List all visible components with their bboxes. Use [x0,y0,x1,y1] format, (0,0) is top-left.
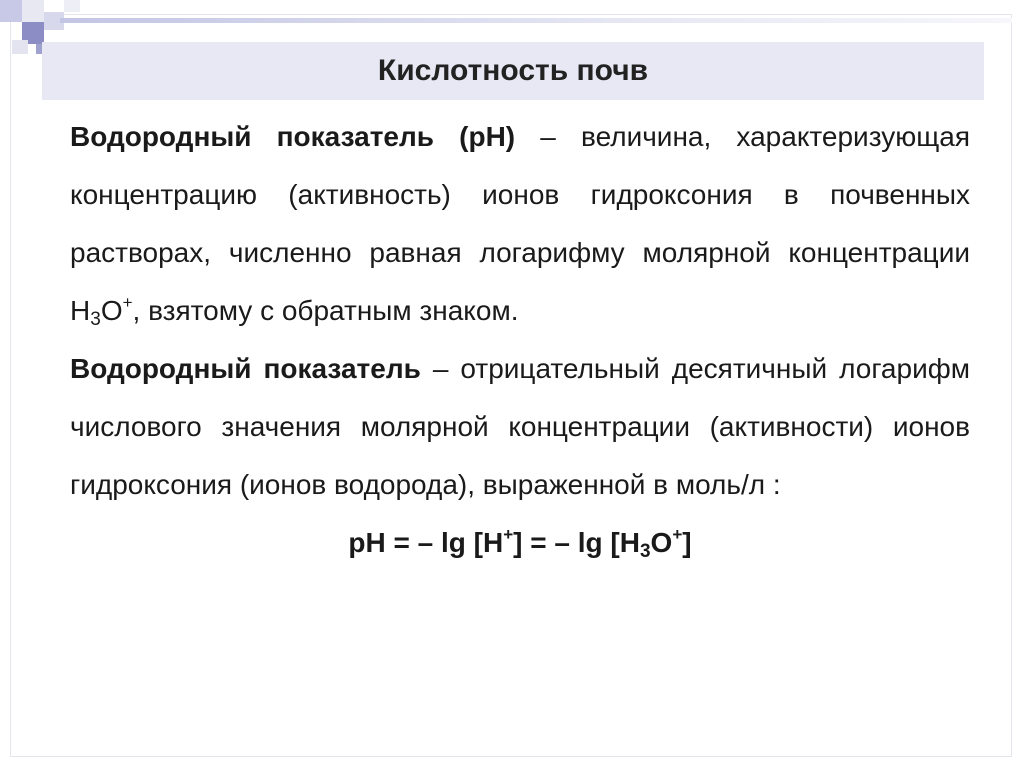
formula-part: ] = – lg [H [513,527,640,558]
paragraph-ph-definition [70,108,970,340]
term-ph: Водородный показатель (рН) [70,121,516,152]
formula-part: ] [682,527,692,558]
definition-text: О [100,295,123,326]
superscript: + [672,525,683,544]
superscript: + [122,293,133,312]
term-ph-2: Водородный показатель [70,353,421,384]
definition-text: , взятому с обратным знаком. [132,295,519,326]
slide-title: Кислотность почв [377,54,649,87]
paragraph-ph-log-definition [70,340,970,514]
subscript: 3 [90,309,101,330]
decor-square [0,0,22,22]
definition-text: – величина, характеризующая концентрацию (активность) ионов гидроксония в почвенных растворах, численно равная логарифму молярной концентрации Н [70,121,970,326]
slide-content [70,108,970,572]
subscript: 3 [639,541,651,562]
decor-square [22,0,44,22]
title-bar [42,42,984,100]
decor-square [64,0,80,12]
formula-part: O [650,527,673,558]
decor-square [12,40,28,54]
decor-top-line [60,18,1012,23]
ph-formula [70,514,970,572]
superscript: + [503,525,514,544]
definition-text: – отрицательный десятичный логарифм числового значения молярной концентрации (активности) ионов гидроксония (ионов водорода), выраженной в моль/л : [70,353,971,500]
formula-part: рН = – lg [H [348,527,504,558]
